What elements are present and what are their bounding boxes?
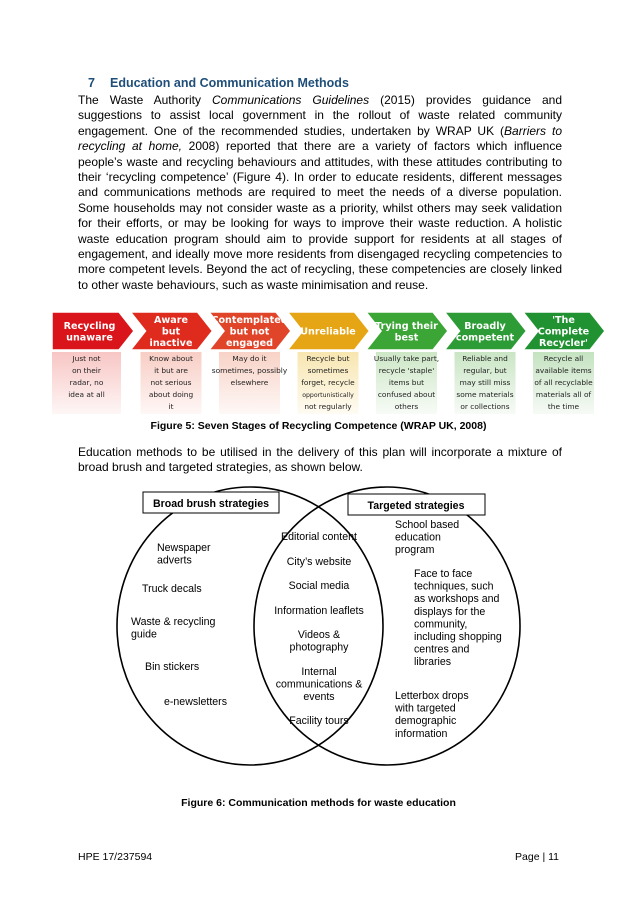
stage-description: may still miss — [459, 378, 511, 387]
stage-description: regular, but — [463, 366, 507, 375]
stage-label: inactive — [149, 338, 193, 349]
stage-label: Complete — [537, 326, 590, 338]
shared-method-item: Information leaflets — [274, 605, 364, 617]
stage-4 — [288, 312, 370, 414]
shared-method-item: Videos & — [297, 629, 341, 641]
figure6-caption: Figure 6: Communication methods for waste education — [181, 797, 456, 809]
shared-method-item: events — [303, 691, 335, 704]
targeted-item: including shopping — [414, 631, 502, 643]
targeted-item: centres and — [414, 643, 470, 656]
broad-brush-item: adverts — [157, 554, 192, 567]
broad-brush-item: guide — [131, 628, 157, 641]
section-heading — [88, 76, 349, 90]
stage-description: others — [394, 402, 419, 411]
stage-description: confused about — [377, 390, 436, 399]
stage-description: not regularly — [304, 402, 352, 411]
stage-label: but not — [229, 326, 270, 338]
targeted-item: as workshops and — [414, 593, 500, 606]
stage-label: Broadly — [464, 320, 506, 332]
stage-description: not serious — [150, 378, 192, 387]
stage-description: it but are — [154, 366, 188, 375]
shared-method-item: photography — [289, 641, 349, 654]
targeted-item: techniques, such — [414, 580, 494, 593]
shared-method-item: Internal — [301, 666, 337, 678]
stage-label: Recycler' — [539, 338, 588, 349]
stage-description: elsewhere — [230, 378, 269, 387]
stage-label: Contemplated — [211, 315, 288, 326]
stage-description: radar, no — [69, 378, 104, 387]
stage-description: of all recyclable — [534, 378, 593, 387]
targeted-item: information — [395, 727, 448, 740]
stage-description: Reliable and — [462, 354, 508, 363]
study-title: Barriers to recycling at home, — [78, 123, 562, 154]
stage-label: Aware — [154, 315, 188, 326]
intro-paragraph — [78, 93, 562, 293]
shared-method-item: communications & — [275, 678, 363, 691]
stage-description: on their — [72, 366, 101, 375]
targeted-item: School based — [395, 519, 460, 531]
targeted-item: libraries — [414, 656, 452, 669]
broad-brush-item: Newspaper — [157, 542, 211, 554]
communication-methods-venn — [110, 480, 530, 776]
stage-description: Recycle but — [306, 354, 350, 363]
stage-label: Unreliable — [300, 326, 356, 338]
para-text: (2015) provides guidance and suggestions to assist local government in the rollout of waste related community engagement. One of the recommended studies, undertaken by WRAP UK ( — [78, 93, 562, 138]
stage-2 — [131, 312, 213, 414]
stage-description: the time — [547, 402, 580, 411]
section-number: 7 — [88, 76, 95, 90]
targeted-item: with targeted — [395, 702, 456, 715]
stage-7 — [523, 312, 605, 414]
stage-description: items but — [388, 378, 425, 387]
targeted-item: displays for the — [414, 605, 486, 618]
stage-label: Recycling — [63, 320, 116, 332]
stage-label: engaged — [226, 338, 273, 349]
para-text: Education methods to be utilised in the delivery of this plan will incorporate a mixture of broad brush and targeted strategies, as shown below. — [78, 445, 562, 475]
broad-brush-item: e-newsletters — [164, 696, 227, 708]
stage-description: May do it — [232, 354, 267, 363]
stage-description: Know about — [149, 354, 193, 363]
targeted-item: program — [395, 544, 435, 557]
guidelines-title: Communications Guidelines — [212, 93, 370, 107]
stage-description: forget, recycle — [301, 378, 355, 387]
footer-page-number: Page | 11 — [515, 851, 559, 863]
stage-description: opportunistically — [302, 392, 354, 399]
stage-description: or collections — [460, 402, 510, 411]
stage-description: available items — [535, 366, 592, 375]
stage-description: idea at all — [68, 390, 105, 399]
stage-description: some materials — [456, 390, 514, 399]
stage-description: sometimes — [307, 366, 349, 375]
broad-brush-item: Waste & recycling — [131, 616, 216, 628]
stage-label: competent — [455, 332, 515, 344]
stage-description: materials all of — [535, 390, 592, 399]
shared-method-item: Facility tours — [289, 715, 349, 727]
stage-label: Trying their — [375, 320, 438, 332]
stage-description: Recycle all — [543, 354, 584, 363]
figure5-caption: Figure 5: Seven Stages of Recycling Competence (WRAP UK, 2008) — [150, 420, 487, 432]
stage-label: best — [394, 332, 419, 344]
targeted-item: education — [395, 531, 441, 544]
stage-description: Usually take part, — [373, 354, 440, 363]
section-title: Education and Communication Methods — [110, 76, 349, 90]
footer-doc-ref: HPE 17/237594 — [78, 851, 153, 863]
stage-6 — [445, 312, 527, 414]
stage-description: it — [168, 402, 174, 411]
targeted-title: Targeted strategies — [367, 500, 465, 512]
stage-description: sometimes, possibly — [211, 366, 288, 375]
stage-description: recycle 'staple' — [378, 366, 435, 375]
strategy-paragraph — [78, 445, 562, 476]
stage-1 — [52, 312, 134, 414]
broad-brush-item: Truck decals — [142, 583, 202, 595]
recycling-competence-diagram — [52, 310, 612, 420]
broad-brush-title: Broad brush strategies — [153, 498, 269, 510]
targeted-item: Face to face — [414, 568, 473, 580]
broad-brush-item: Bin stickers — [145, 661, 200, 673]
stage-3 — [209, 312, 291, 414]
stage-description: Just not — [72, 354, 101, 363]
stage-label: but — [161, 326, 181, 338]
shared-method-item: Editorial content — [281, 531, 357, 543]
stage-label: unaware — [66, 332, 113, 344]
targeted-item: demographic — [395, 715, 457, 728]
stage-5 — [366, 312, 448, 414]
shared-method-item: Social media — [288, 580, 350, 592]
targeted-item: Letterbox drops — [395, 690, 469, 702]
para-text: The Waste Authority — [78, 93, 213, 107]
para-text: 2008) reported that there are a variety of factors which influence people’s waste and recycling behaviours and attitudes, with these attitudes contributing to their ‘recycling competence’ (Figure 4). In order to educate residents, different messages and communications methods are required to meet the needs of a diverse population. Some households may not consider waste as a priority, whilst others may seek validation for their efforts, or may be looking for ways to improve their waste reduction. A holistic waste education program should aim to provide support for residents at all stages of engagement, and ideally move more residents from disengaged recycling competencies to more competent levels. Beyond the act of recycling, these competencies are closely linked to other waste behaviours, such as waste minimisation and reuse. — [78, 139, 562, 292]
shared-method-item: City’s website — [286, 556, 352, 568]
stage-description: about doing — [148, 390, 194, 399]
stage-label: 'The — [552, 315, 575, 326]
targeted-item: community, — [414, 618, 468, 631]
